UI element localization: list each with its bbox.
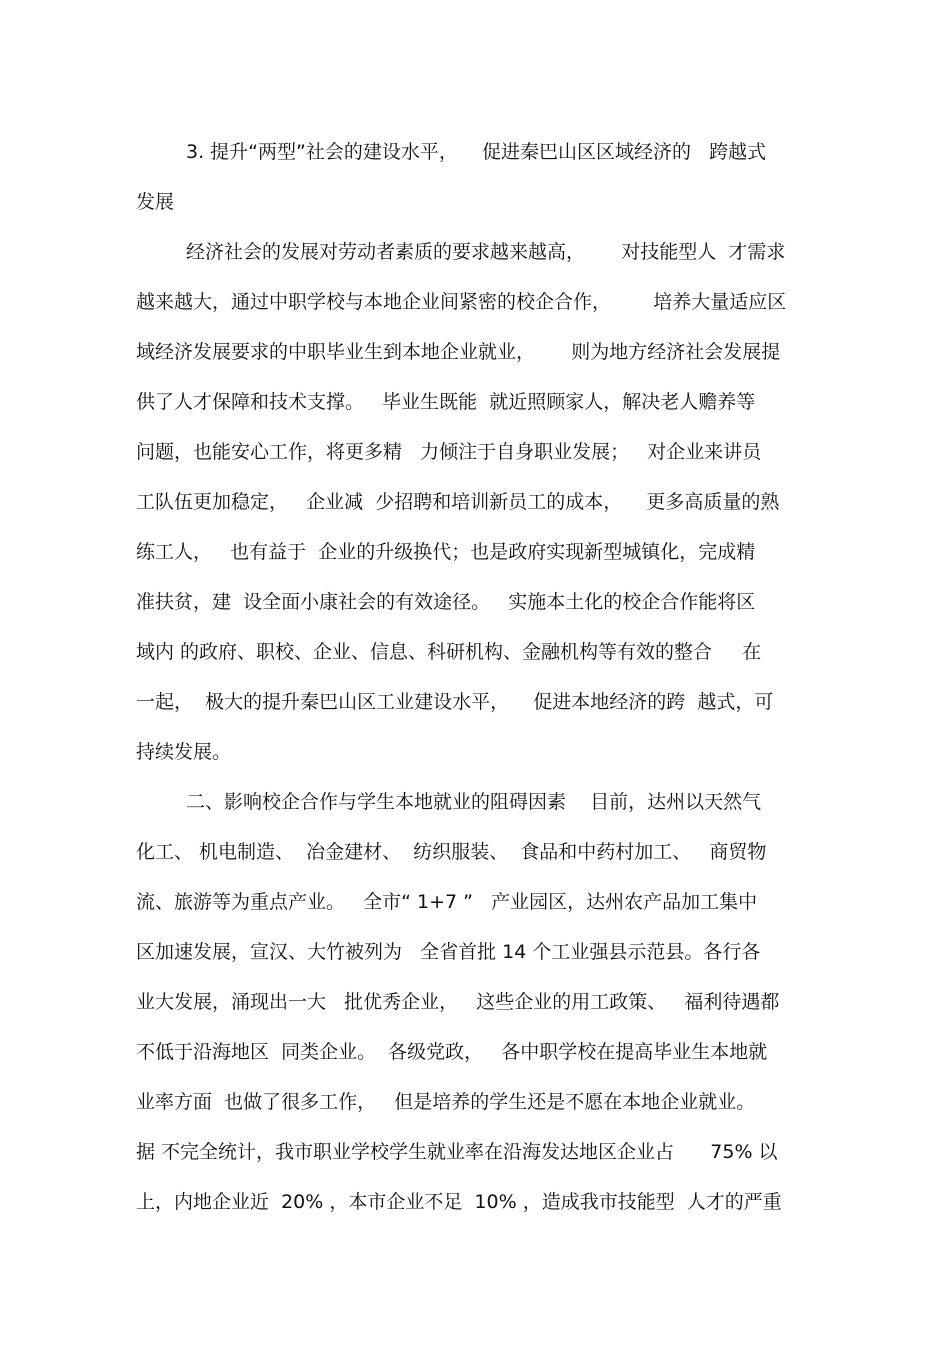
text-line: 问题，也能安心工作，将更多精 力倾注于自身职业发展； 对企业来讲员 (136, 441, 762, 463)
text-line: 练工人， 也有益于 企业的升级换代；也是政府实现新型城镇化，完成精 (136, 541, 756, 563)
text-line: 区加速发展，宣汉、大竹被列为 全省首批 14 个工业强县示范县。各行各 (136, 941, 761, 963)
text-line: 不低于沿海地区 同类企业。 各级党政， 各中职学校在提高毕业生本地就 (136, 1041, 768, 1063)
text-line: 据 不完全统计，我市职业学校学生就业率在沿海发达地区企业占 75% 以 (136, 1141, 778, 1163)
text-line: 域经济发展要求的中职毕业生到本地企业就业， 则为地方经济社会发展提 (136, 341, 781, 363)
text-line: 流、旅游等为重点产业。 全市“ 1+7 ” 产业园区，达州农产品加工集中 (136, 891, 758, 913)
text-line: 二、影响校企合作与学生本地就业的阻碍因素 目前，达州以天然气 (186, 791, 762, 813)
text-line: 化工、 机电制造、 冶金建材、 纺织服装、 食品和中药村加工、 商贸物 (136, 841, 767, 863)
text-line: 业大发展，涌现出一大 批优秀企业， 这些企业的用工政策、 福利待遇都 (136, 991, 780, 1013)
text-line: 准扶贫，建 设全面小康社会的有效途径。 实施本土化的校企合作能将区 (136, 591, 756, 613)
text-line: 持续发展。 (136, 741, 232, 763)
text-line: 工队伍更加稳定， 企业减 少招聘和培训新员工的成本， 更多高质量的熟 (136, 491, 780, 513)
text-line: 发展 (136, 191, 175, 213)
text-line: 供了人才保障和技术支撑。 毕业生既能 就近照顾家人，解决老人赡养等 (136, 391, 756, 413)
text-line: 经济社会的发展对劳动者素质的要求越来越高， 对技能型人 才需求 (186, 241, 786, 263)
text-line: 一起， 极大的提升秦巴山区工业建设水平， 促进本地经济的跨 越式，可 (136, 691, 774, 713)
text-line: 业率方面 也做了很多工作， 但是培养的学生还是不愿在本地企业就业。 (136, 1091, 756, 1113)
text-line: 3. 提升“两型”社会的建设水平， 促进秦巴山区区域经济的 跨越式 (186, 141, 767, 163)
text-line: 越来越大，通过中职学校与本地企业间紧密的校企合作， 培养大量适应区 (136, 291, 787, 313)
text-line: 域内 的政府、职校、企业、信息、科研机构、金融机构等有效的整合 在 (136, 641, 762, 663)
text-line: 上，内地企业近 20% ，本市企业不足 10% ，造成我市技能型 人才的严重 (136, 1191, 782, 1213)
